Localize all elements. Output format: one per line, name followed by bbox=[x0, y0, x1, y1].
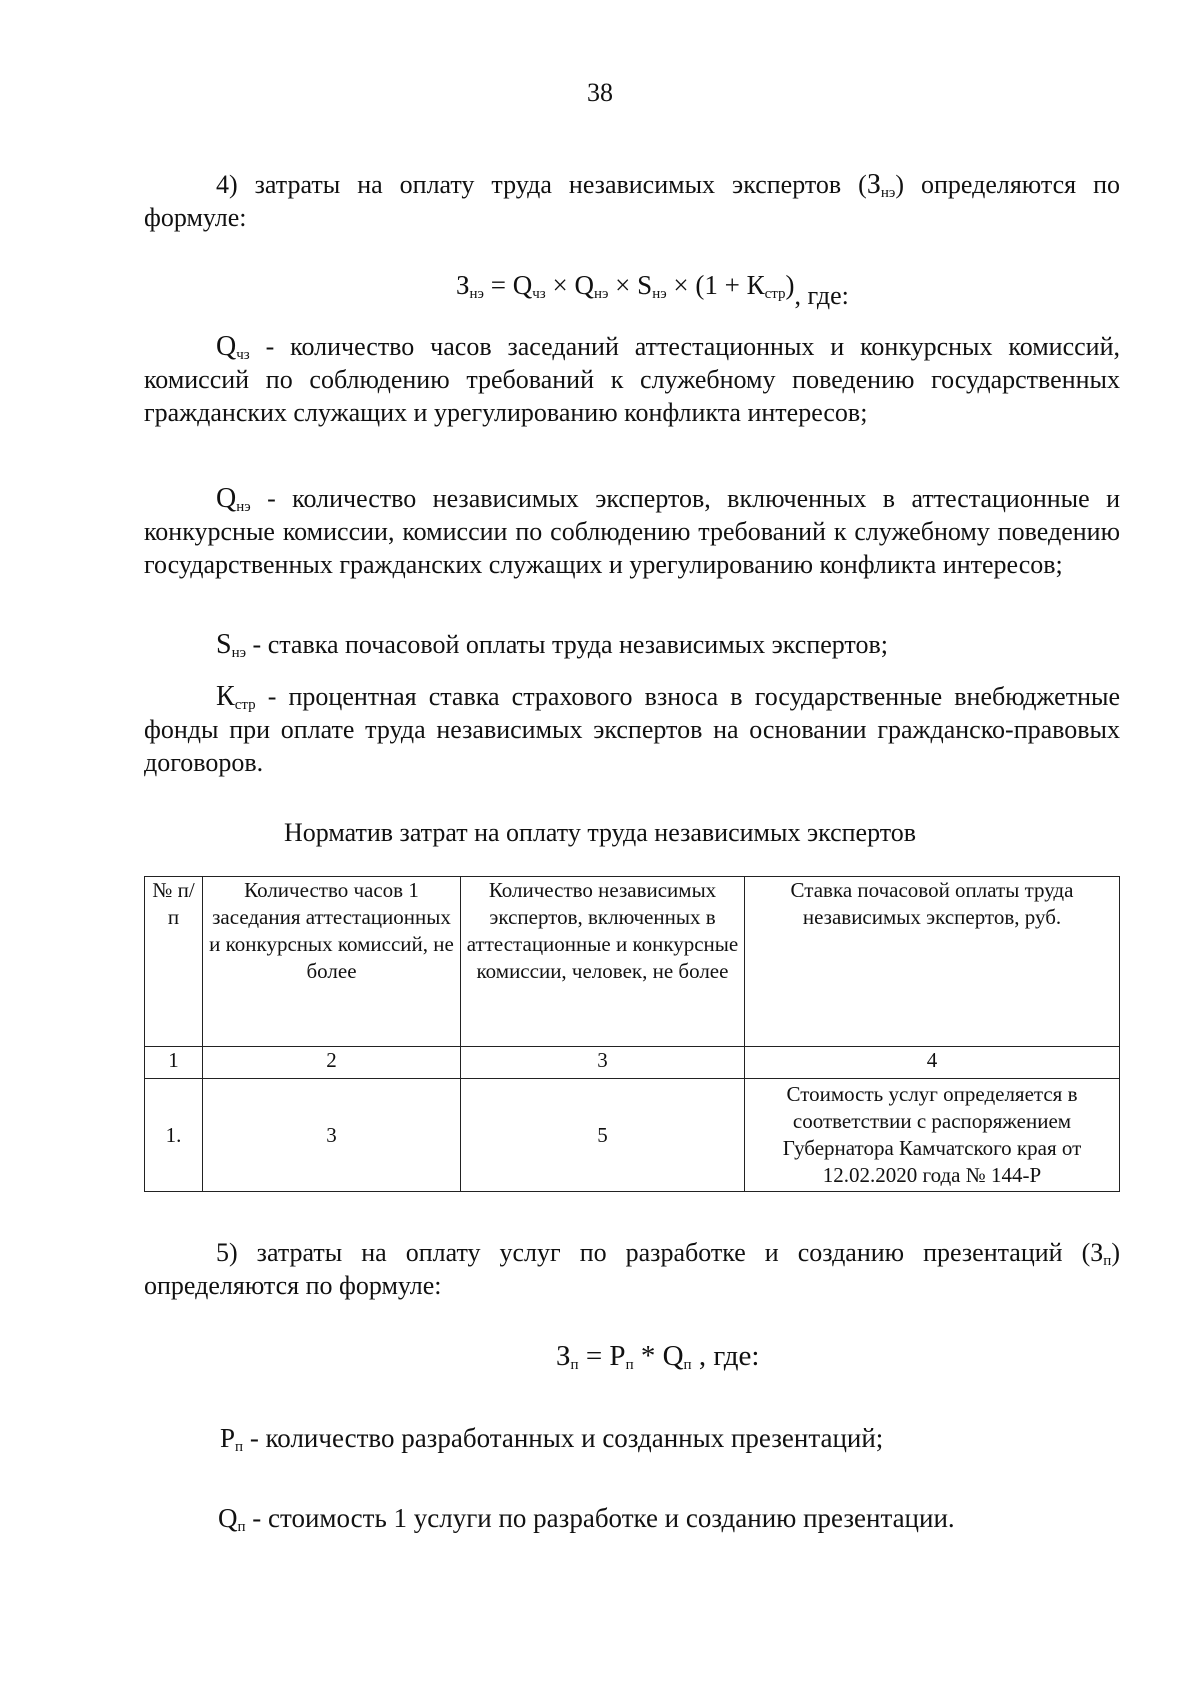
def-symbol-sub: нэ bbox=[231, 645, 247, 661]
header-experts: Количество независимых экспертов, включенных в аттестационные и конкурсные комиссии, человек, не более bbox=[461, 877, 745, 1047]
formula-lhs-sub: нэ bbox=[469, 286, 484, 302]
formula5-t1: P bbox=[609, 1340, 626, 1372]
item4-intro-symbol-sub: нэ bbox=[880, 185, 896, 201]
formula-close: ) bbox=[785, 270, 795, 300]
item4-intro bbox=[144, 168, 1120, 234]
def-symbol-sub: п bbox=[235, 1439, 244, 1455]
formula-t4-sub: стр bbox=[764, 286, 786, 302]
formula5-t2-sub: п bbox=[683, 1357, 692, 1373]
formula-x3: × (1 + bbox=[666, 270, 747, 300]
formula-x2: × bbox=[608, 270, 638, 300]
def-symbol: P bbox=[220, 1423, 236, 1453]
colnum-2: 2 bbox=[203, 1047, 461, 1079]
formula-eq: = bbox=[484, 270, 513, 300]
def-q-chz bbox=[144, 330, 1120, 429]
page-number: 38 bbox=[587, 78, 613, 107]
formula5-t2: Q bbox=[662, 1340, 684, 1372]
formula-t2: Q bbox=[574, 270, 594, 300]
cell-experts: 5 bbox=[461, 1079, 745, 1192]
formula5-lhs: З bbox=[556, 1340, 571, 1372]
def-text: - процентная ставка страхового взноса в государственные внебюджетные фонды при оплате труда независимых экспертов на основании гражданско-правовых договоров. bbox=[144, 682, 1120, 777]
colnum-1: 1 bbox=[145, 1047, 203, 1079]
item5-formula bbox=[556, 1340, 759, 1373]
formula5-lhs-sub: п bbox=[570, 1357, 579, 1373]
def-text: - количество независимых экспертов, включенных в аттестационные и конкурсные комиссии, комиссии по соблюдению требований к служебному поведению государственных гражданских служащих и урегулированию конфликта интересов; bbox=[144, 484, 1120, 579]
item5-intro-symbol: З bbox=[1090, 1238, 1104, 1267]
def-k-str bbox=[144, 680, 1120, 779]
cell-rate: Стоимость услуг определяется в соответствии с распоряжением Губернатора Камчатского края от 12.02.2020 года № 144-Р bbox=[745, 1079, 1120, 1192]
item5-intro-symbol-sub: п bbox=[1103, 1253, 1112, 1269]
def-text: - количество разработанных и созданных презентаций; bbox=[243, 1423, 884, 1453]
def-symbol: S bbox=[216, 629, 232, 660]
item4-intro-after: ) определяются по формуле: bbox=[144, 170, 1120, 232]
def-q-ne bbox=[144, 482, 1120, 581]
item5-intro-after: ) определяются по формуле: bbox=[144, 1238, 1120, 1300]
item4-formula bbox=[456, 270, 849, 310]
formula-t3-sub: нэ bbox=[652, 286, 667, 302]
def-text: - стоимость 1 услуги по разработке и созданию презентации. bbox=[245, 1503, 955, 1533]
formula-suffix: , где: bbox=[794, 281, 849, 310]
def-symbol-sub: п bbox=[237, 1519, 246, 1535]
def-symbol-sub: стр bbox=[234, 697, 256, 713]
formula5-t1-sub: п bbox=[625, 1357, 634, 1373]
colnum-3: 3 bbox=[461, 1047, 745, 1079]
formula-t4: К bbox=[746, 270, 765, 300]
def-symbol-sub: нэ bbox=[236, 499, 251, 515]
cell-hours: 3 bbox=[203, 1079, 461, 1192]
cell-num: 1. bbox=[145, 1079, 203, 1192]
table-header-row bbox=[145, 877, 1120, 1047]
formula5-suffix: , где: bbox=[691, 1340, 760, 1372]
formula-t3: S bbox=[637, 270, 653, 300]
formula-lhs: З bbox=[456, 270, 470, 300]
formula5-eq: = bbox=[578, 1340, 610, 1372]
def-s-ne bbox=[144, 628, 1120, 661]
header-num: № п/п bbox=[145, 877, 203, 1047]
formula5-op: * bbox=[633, 1340, 663, 1372]
table-colnum-row bbox=[145, 1047, 1120, 1079]
def-symbol: Q bbox=[216, 331, 237, 362]
item4-intro-symbol: З bbox=[866, 169, 881, 200]
item4-intro-text: 4) затраты на оплату труда независимых экспертов ( bbox=[216, 170, 867, 199]
header-rate: Ставка почасовой оплаты труда независимых экспертов, руб. bbox=[745, 877, 1120, 1047]
formula-t1-sub: чз bbox=[532, 286, 546, 302]
def-symbol-sub: чз bbox=[236, 347, 250, 363]
def-text: - ставка почасовой оплаты труда независимых экспертов; bbox=[246, 630, 888, 659]
formula-t2-sub: нэ bbox=[593, 286, 609, 302]
def-q-p bbox=[218, 1502, 1118, 1535]
norm-table bbox=[144, 876, 1120, 1192]
table-title: Норматив затрат на оплату труда независимых экспертов bbox=[283, 818, 917, 847]
def-symbol: Q bbox=[216, 483, 237, 514]
item5-intro-text: 5) затраты на оплату услуг по разработке и созданию презентаций ( bbox=[216, 1238, 1091, 1267]
colnum-4: 4 bbox=[745, 1047, 1120, 1079]
def-symbol: Q bbox=[218, 1503, 238, 1533]
def-p-p bbox=[220, 1422, 1120, 1455]
header-hours: Количество часов 1 заседания аттестационных и конкурсных комиссий, не более bbox=[203, 877, 461, 1047]
def-text: - количество часов заседаний аттестационных и конкурсных комиссий, комиссий по соблюдению требований к служебному поведению государственных гражданских служащих и урегулированию конфликта интересов; bbox=[144, 332, 1120, 427]
def-symbol: К bbox=[216, 681, 235, 712]
formula-t1: Q bbox=[512, 270, 533, 300]
item5-intro bbox=[144, 1236, 1120, 1302]
formula-x1: × bbox=[545, 270, 575, 300]
table-row bbox=[145, 1079, 1120, 1192]
